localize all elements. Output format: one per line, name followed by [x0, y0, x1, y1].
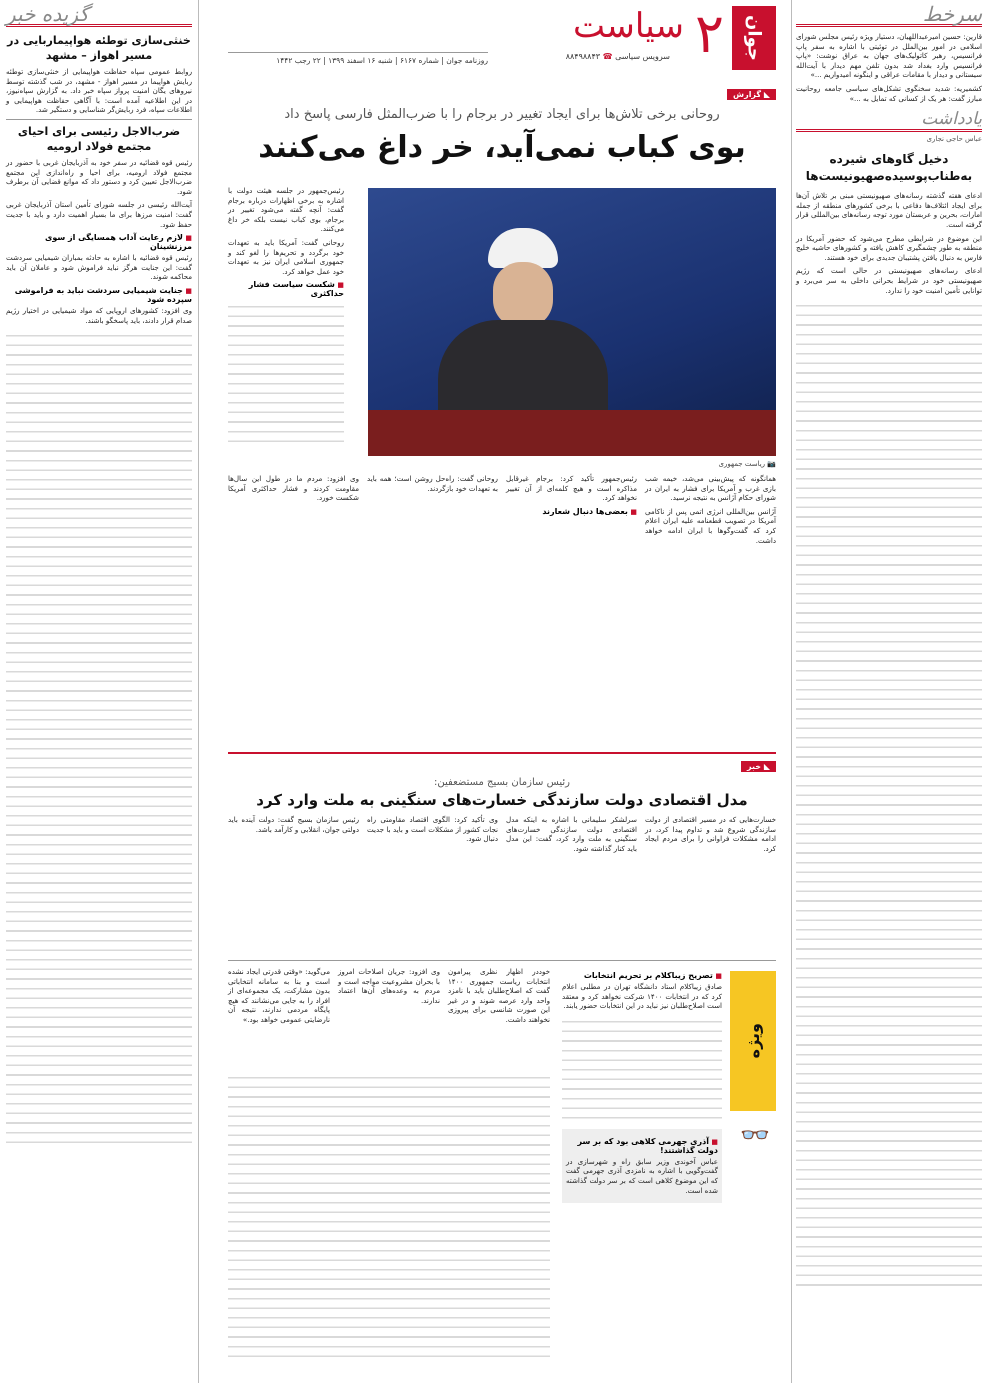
left-subhead-2: ■ جنایت شیمیایی سردشت نباید به فراموشی سپرده شود: [6, 286, 192, 304]
story-1-title: خنثی‌سازی توطئه هواپیماربایی در مسیر اهواز – مشهد: [7, 34, 191, 62]
khabar-para-1: خسارت‌هایی که در مسیر اقتصادی از دولت سازندگی شروع شد و تداوم پیدا کرد، در ادامه مشکلات فراوانی را برای مردم ایجاد کرد.: [645, 815, 776, 853]
lead-para-2: روحانی گفت: آمریکا باید به تعهدات خود برگردد و تحریم‌ها را لغو کند و جمهوری اسلامی ایران نیز به تعهدات خود عمل خواهد کرد.: [228, 237, 344, 276]
article-author: عباس حاجی نجاری: [926, 135, 982, 144]
body-para-1: همانگونه که پیش‌بینی می‌شد، خیمه شب بازی غرب و آمریکا برای فشار به ایران در شورای حکام آژانس به نتیجه نرسید.: [645, 474, 776, 503]
service-label: سرویس سیاسی: [615, 52, 670, 61]
khabar-tag-label: خبر: [747, 762, 762, 771]
khabar-kicker: رئیس سازمان بسیج مستضعفین:: [434, 777, 570, 788]
left-column: [6, 0, 192, 1383]
photo-desk: [368, 410, 776, 456]
vizheh-col-2: وی افزود: جریان اصلاحات امروز با بحران مشروعیت مواجه است و مردم به وعده‌های آن‌ها اعتماد ندارند.: [338, 967, 440, 1005]
filler-lines: [796, 299, 982, 1289]
photo-caption-bar: [368, 460, 776, 468]
tag-label: گزارش: [733, 90, 762, 99]
logo-text: جوان: [743, 15, 765, 61]
story-2-title: ضرب‌الاجل رئیسی برای احیای مجتمع فولاد ارومیه: [17, 124, 181, 153]
service-line: [566, 52, 670, 61]
vizheh-box: [562, 1129, 722, 1203]
khabar-tag-icon: ◣: [761, 762, 770, 771]
vizheh-items: [562, 967, 722, 1203]
phone-icon: ☎: [602, 52, 613, 61]
vizheh-bar: [730, 971, 776, 1111]
main-report: [228, 82, 776, 545]
headline: بوی کباب نمی‌آید، خر داغ می‌کنند: [258, 130, 746, 165]
article-title: دخیل گاوهای شیرده به‌طناب‌پوسیده‌صهیونیست‌ها: [805, 152, 973, 184]
divider-left: [198, 0, 199, 1383]
camera-icon: 📷: [767, 460, 776, 468]
brief-1: قارین: حسین امیرعبداللهیان، دستیار ویژه رئیس مجلس شورای اسلامی در امور بین‌الملل در توئیتی با اشاره به سفر پاپ فرانسیس، رهبر کاتولیک‌های جهان به عراق نوشت: «پاپ فرانسیس وارد بغداد شد بدون تلفن مهم دیدار با آیت‌الله سیستانی و دیدار با مقامات عراقی و اینگونه امیدواریم ...»: [796, 32, 982, 80]
vizheh-fill-cols: [228, 1071, 550, 1361]
section-title: سیاست: [573, 6, 684, 46]
body-para-5: وی افزود: مردم ما در طول این سال‌ها مقاومت کردند و فشار حداکثری آمریکا شکست خورد.: [228, 474, 359, 503]
left-para-1: آیت‌الله رئیسی در جلسه شورای تأمین استان آذربایجان غربی گفت: امنیت مرزها برای ما بسیار اهمیت دارد و باید با جدیت حفظ شود.: [6, 200, 192, 229]
photo-caption: ریاست جمهوری: [718, 460, 766, 468]
lead-fill: [228, 300, 344, 450]
yaddasht-title: یادداشت: [921, 109, 982, 130]
vizheh-col-3: می‌گوید: «وقتی قدرتی ایجاد نشده است و بنا به سامانه انتخاباتی بدون مشارکت، یک مجموعه‌ای از افراد را به جایی می‌نشانند که هیچ پایگاه مردمی ندارند، نتیجه آن نارضایتی عمومی خواهد بود.»: [228, 967, 330, 1024]
khabar-section: [228, 752, 776, 857]
masthead: [228, 2, 776, 76]
photo-face: [493, 262, 553, 328]
khabar-tag: [741, 761, 776, 772]
khabar-para-4: رئیس سازمان بسیج گفت: دولت آینده باید دولتی جوان، انقلابی و کارآمد باشد.: [228, 815, 359, 834]
brief-2: کشمیریه: شدید سخنگوی تشکل‌های سیاسی جامعه روحانیت مبارز گفت: هر یک از کسانی که تمایل به ...»: [796, 83, 982, 103]
kicker: روحانی برخی تلاش‌ها برای ایجاد تغییر در برجام را با ضرب‌المثل فارسی پاسخ داد: [284, 107, 720, 122]
section-tag: [727, 89, 776, 100]
page-number: ۲: [694, 2, 724, 65]
subhead-1: ■ شکست سیاست فشار حداکثری: [228, 280, 344, 298]
story-1-text: روابط عمومی سپاه حفاظت هواپیمایی از خنثی‌سازی توطئه ربایش هواپیما در مسیر اهواز - مشهد، در شب گذشته توسط نیروهای یگان امنیت پرواز سپاه خبر داد. به گزارش سپاه‌نیوز، در این اطلاعیه آمده است: با آگاهی حفاظت هواپیمایی و اطلاعات سپاه، فرد ربایش‌گر شناسایی و دستگیر شد.: [6, 67, 192, 115]
glasses-icon: 👓: [740, 1121, 770, 1149]
left-para-2: رئیس قوه قضائیه با اشاره به حادثه بمباران شیمیایی سردشت گفت: این جنایت هرگز نباید فراموش شود و عاملان آن باید محاکمه شوند.: [6, 253, 192, 282]
vizheh-section: [228, 960, 776, 1376]
date-line: روزنامه جوان | شماره ۶۱۶۷ | شنبه ۱۶ اسفند ۱۳۹۹ | ۲۲ رجب ۱۴۴۲: [228, 52, 488, 65]
body-para-2: آژانس بین‌المللی انرژی اتمی پس از ناکامی آمریکا در تصویب قطعنامه علیه ایران اعلام کرد که گفت‌وگوها با ایران ادامه خواهد داشت.: [645, 506, 776, 545]
story-2-text: رئیس قوه قضائیه در سفر خود به آذربایجان غربی با حضور در مجتمع فولاد ارومیه، برای احیا و راه‌اندازی این مجتمع ضرب‌الاجل تعیین کرد و دستور داد که موانع قضایی آن برطرف شود.: [6, 157, 192, 196]
gozide-title: گزیده خبر: [6, 2, 89, 26]
vizheh-item-1-text: صادق زیباکلام استاد دانشگاه تهران در مطلبی اعلام کرد که در انتخابات ۱۴۰۰ شرکت نخواهد کرد و معتقد است اصلاح‌طلبان نیز نباید در این انتخابات حضور یابند.: [562, 982, 722, 1011]
khabar-para-2: سرلشکر سلیمانی با اشاره به اینکه مدل اقتصادی دولت سازندگی خسارت‌های سنگینی به ملت وارد کرد، گفت: این مدل باید کنار گذاشته شود.: [506, 815, 637, 853]
lead-text: [228, 186, 344, 450]
body-para-3: رئیس‌جمهور تأکید کرد: برجام غیرقابل مذاکره است و هیچ کلمه‌ای از آن تغییر نخواهد کرد.: [506, 474, 637, 503]
main-body: [228, 474, 776, 549]
vizheh-label: ویژه: [743, 1023, 763, 1059]
vizheh-cols: [228, 967, 550, 1029]
vizheh-item-1-title: ■ تصریح زیباکلام بر تحریم انتخابات: [562, 971, 722, 980]
vizheh-col-1: خوددر اظهار نظری پیرامون انتخابات ریاست جمهوری ۱۴۰۰ گفت که اصلاح‌طلبان باید با نامزد واحد وارد عرصه شوند و در غیر این صورت شانسی برای پیروزی نخواهند داشت.: [448, 967, 550, 1024]
lead-para-1: رئیس‌جمهور در جلسه هیئت دولت با اشاره به برخی اظهارات درباره برجام گفت: آنچه گفته می‌شود تغییر در برجام، بوی کباب نیست بلکه خر داغ می‌کنند.: [228, 186, 344, 234]
left-para-3: وی افزود: کشورهای اروپایی که مواد شیمیایی در اختیار رژیم صدام قرار دادند، باید پاسخگو باشند.: [6, 305, 192, 325]
vizheh-item-2-text: عباس آخوندی وزیر سابق راه و شهرسازی در گفت‌وگویی با اشاره به نامزدی آذری جهرمی گفت که این موضوع کلاهی است که بر سر دولت گذاشته شده است.: [566, 1156, 718, 1195]
article-para-3: ادعای رسانه‌های صهیونیستی در حالی است که رژیم صهیونیستی خود در شرایط بحرانی داخلی به سر می‌برد و توانایی تأمین امنیت خود را ندارد.: [796, 266, 982, 295]
khabar-body: [228, 815, 776, 857]
story-divider: [6, 119, 192, 120]
main-photo: [368, 188, 776, 456]
logo-block: [732, 6, 776, 70]
subhead-2: ■ بعضی‌ها دنبال شعارند: [506, 507, 637, 516]
right-column: [796, 0, 982, 1383]
vizheh-fill-1: [562, 1015, 722, 1125]
khabar-para-3: وی تأکید کرد: الگوی اقتصاد مقاومتی راه نجات کشور از مشکلات است و باید با جدیت دنبال شود.: [367, 815, 498, 844]
service-phone: ۸۸۴۹۸۸۴۳: [565, 52, 601, 61]
article-para-1: ادعای هفته گذشته رسانه‌های صهیونیستی مبنی بر تلاش آن‌ها برای ایجاد ائتلاف‌ها دفاعی با برخی کشورهای منطقه از جمله امارات، بحرین و عربستان مورد توجه رسانه‌های بین‌المللی قرار گرفته است.: [796, 191, 982, 229]
gozide-header: [6, 2, 192, 27]
left-subhead-1: ■ لازم رعایت آداب همسایگی از سوی مرزنشینان: [6, 233, 192, 251]
body-para-4: روحانی گفت: راه‌حل روشن است؛ همه باید به تعهدات خود بازگردند.: [367, 474, 498, 493]
sarkhat-header: [796, 2, 982, 27]
article-para-2: این موضوع در شرایطی مطرح می‌شود که حضور آمریکا در منطقه به طور چشمگیری کاهش یافته و کشورهای حاشیه خلیج فارس به دنبال یافتن پشتیبان جدیدی برای خود هستند.: [796, 233, 982, 262]
vizheh-item-2-title: ■ آذری جهرمی کلاهی بود که بر سر دولت گذاشتند!: [566, 1137, 718, 1155]
divider-right: [791, 0, 792, 1383]
yaddasht-header: [796, 109, 982, 132]
tag-icon: ◣: [761, 90, 770, 99]
khabar-headline: مدل اقتصادی دولت سازندگی خسارت‌های سنگینی به ملت وارد کرد: [256, 791, 748, 809]
sarkhat-title: سرخط: [922, 2, 982, 26]
left-fill: [6, 329, 192, 1149]
